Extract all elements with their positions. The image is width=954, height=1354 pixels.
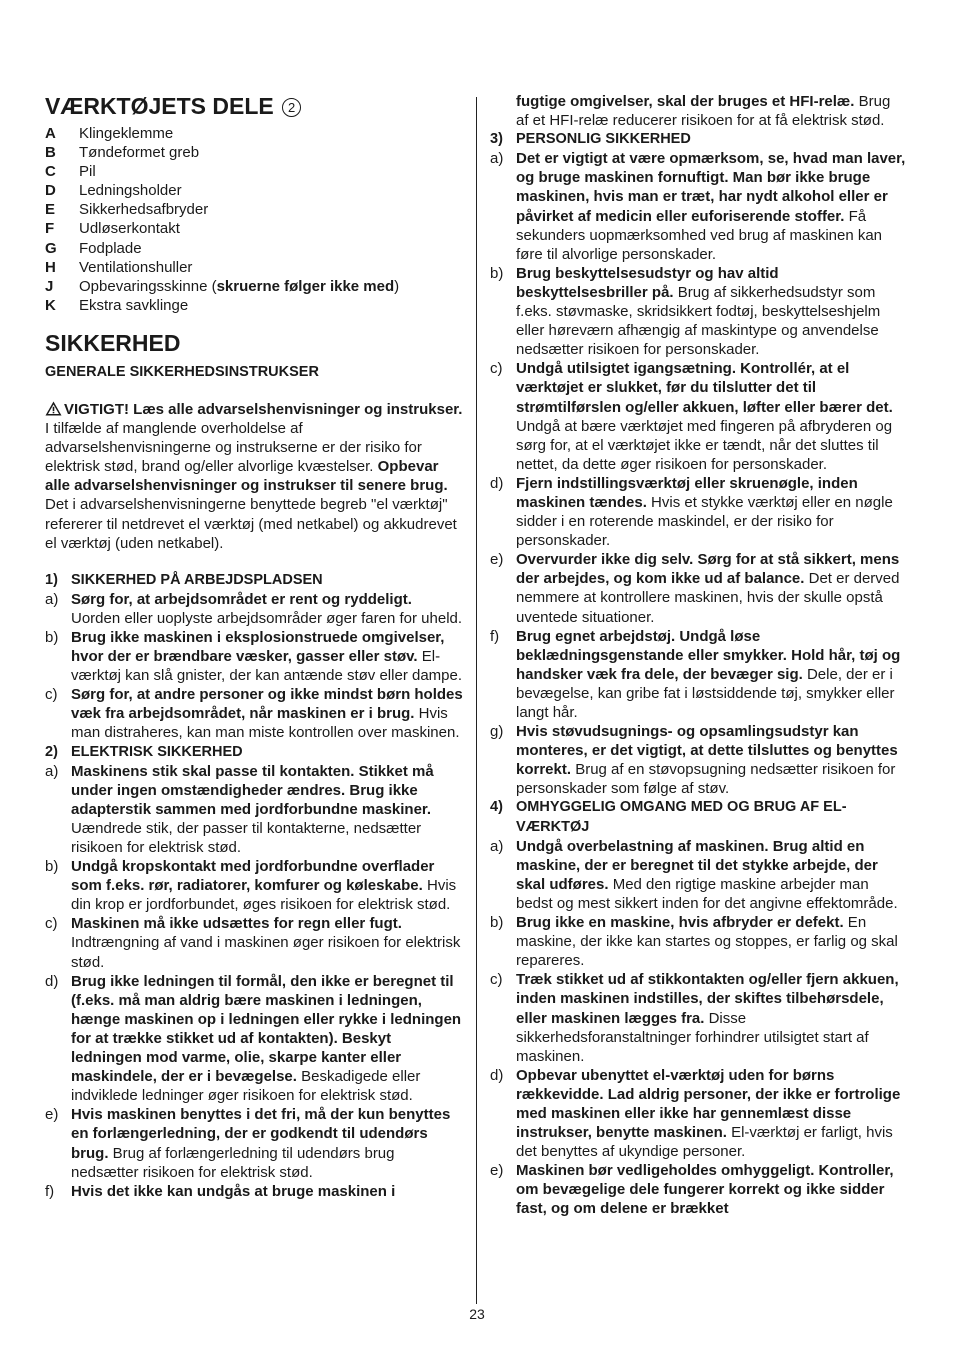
section-title: PERSONLIG SIKKERHED — [516, 131, 691, 148]
item-text — [516, 149, 906, 264]
item-normal: El-værktøj kan slå gnister, der kan antænde støv eller dampe. — [71, 648, 463, 685]
item-letter: d) — [490, 1066, 504, 1084]
item-normal: En maskine, der ikke kan startes og stoppes, er farlig og skal repareres. — [516, 914, 898, 970]
continued-bold: fugtige omgivelser, skal der bruges et HFI-relæ. — [516, 93, 855, 110]
part-key: E — [45, 201, 56, 219]
item-normal: Hvis din krop er jordforbundet, øges risikoen for elektrisk stød. — [71, 877, 457, 914]
item-text — [516, 722, 906, 798]
item-normal: Få sekunders uopmærksomhed ved brug af maskinen kan føre til alvorlige personskader. — [516, 207, 883, 263]
item-bold: Maskinen bør vedligeholdes omhyggeligt. Kontroller, om bevægelige dele fungerer korrekt og ikke sidder fast, og om delene er brækket — [516, 1162, 894, 1218]
safety-subheading: GENERALE SIKKERHEDSINSTRUKSER — [45, 363, 319, 380]
item-text — [516, 837, 906, 913]
item-letter: b) — [45, 858, 59, 876]
item-bold: Sørg for, at andre personer og ikke mindst børn holdes væk fra arbejdsområdet, når maskinen er i brug. — [71, 686, 463, 723]
part-label — [79, 296, 188, 315]
item-text — [71, 685, 465, 742]
item-text — [71, 857, 465, 914]
item-letter: c) — [45, 686, 58, 704]
item-normal: Undgå at bære værktøjet med fingeren på afbryderen og sørg for, at el værktøjet ikke er tændt, når det sluttes til nettet, da dette øger risikoen for personskader. — [516, 417, 893, 473]
part-item — [45, 143, 465, 162]
item-text — [71, 762, 465, 857]
list-item — [490, 550, 906, 626]
part-label — [79, 277, 399, 296]
item-bold: Maskinens stik skal passe til kontakten. Stikket må under ingen omstændigheder ændres. Brug ikke adapterstik sammen med jordforbundne maskiner. — [71, 762, 434, 818]
warning-triangle-icon — [45, 401, 62, 416]
section-title: ELEKTRISK SIKKERHED — [71, 743, 243, 760]
item-text — [516, 1161, 906, 1218]
list-item — [490, 359, 906, 474]
item-letter: e) — [490, 1162, 504, 1180]
item-bold: Træk stikket ud af stikkontakten og/eller fjern akkuen, inden maskinen indstilles, der skiftes tilbehørsdele, eller maskinen lægges fra. — [516, 971, 899, 1027]
column-divider — [476, 97, 477, 1304]
section-title: SIKKERHED PÅ ARBEJDSPLADSEN — [71, 571, 323, 588]
item-normal: Brug af en støvopsugning nedsætter risikoen for personskader som følge af støv. — [516, 761, 896, 798]
part-label-text: Klingeklemme — [79, 125, 174, 142]
part-label-text: Opbevaringsskinne ( — [79, 277, 217, 295]
item-text — [516, 474, 906, 550]
item-bold: Undgå overbelastning af maskinen. Brug altid en maskine, der er beregnet til det stykke arbejde, der skal udføres. — [516, 837, 878, 893]
part-label — [79, 200, 208, 219]
item-letter: b) — [45, 628, 59, 646]
figure-ref-badge: 2 — [282, 98, 301, 117]
item-letter: e) — [45, 1106, 59, 1124]
item-bold: Brug egnet arbejdstøj. Undgå løse beklædningsgenstande eller smykker. Hold hår, tøj og handsker væk fra dele, der bevæger sig. — [516, 627, 901, 683]
section-title: OMHYGGELIG OMGANG MED OG BRUG AF EL-VÆRKTØJ — [516, 799, 847, 835]
part-label-text: Udløserkontakt — [79, 220, 180, 238]
part-label-text: Ventilationshuller — [79, 258, 193, 276]
part-key: A — [45, 125, 56, 142]
section-heading — [45, 571, 465, 590]
item-letter: b) — [490, 264, 504, 282]
item-letter: f) — [490, 627, 500, 645]
page-number: 23 — [469, 1306, 485, 1322]
item-bold: Maskinen må ikke udsættes for regn eller fugt. — [71, 915, 402, 933]
item-letter: f) — [45, 1182, 55, 1200]
list-item — [45, 762, 465, 857]
warning-bold-1: VIGTIGT! Læs alle advarselshenvisninger og instrukser. — [64, 400, 463, 418]
item-text — [71, 914, 465, 971]
part-label-text: Fodplade — [79, 239, 142, 257]
section-number: 1) — [45, 571, 58, 588]
list-item — [45, 1182, 465, 1201]
item-normal: Disse sikkerhedsforanstaltninger forhindrer utilsigtet start af maskinen. — [516, 1009, 869, 1065]
item-bold: Opbevar ubenyttet el-værktøj uden for børns rækkevidde. Lad aldrig personer, der ikke er fortrolige med maskinen eller ikke har gennemlæst disse instrukser, benytte maskinen. — [516, 1066, 901, 1142]
part-label-text: Ekstra savklinge — [79, 296, 189, 314]
part-item — [45, 258, 465, 277]
item-bold: Sørg for, at arbejdsområdet er rent og ryddeligt. — [71, 590, 412, 608]
left-safety-sections — [45, 571, 465, 1201]
item-normal: Indtrængning af vand i maskinen øger risikoen for elektrisk stød. — [71, 934, 461, 971]
section-heading — [490, 130, 906, 149]
item-letter: c) — [45, 915, 58, 933]
item-bold: Hvis det ikke kan undgås at bruge maskinen i — [71, 1182, 396, 1200]
part-label-tail: ) — [394, 277, 400, 295]
section-number: 3) — [490, 131, 503, 148]
part-label-text: Sikkerhedsafbryder — [79, 201, 209, 219]
item-bold: Fjern indstillingsværktøj eller skruenøgle, inden maskinen tændes. — [516, 474, 858, 511]
part-item — [45, 124, 465, 143]
item-letter: a) — [45, 762, 59, 780]
item-normal: Beskadigede eller indviklede ledninger øger risikoen for elektrisk stød. — [71, 1068, 421, 1105]
item-letter: c) — [490, 360, 503, 378]
part-item — [45, 219, 465, 238]
item-text — [516, 550, 906, 626]
item-text — [516, 913, 906, 970]
item-bold: Brug ikke ledningen til formål, den ikke er beregnet til (f.eks. må man aldrig bære maskinen i ledningen, hænge maskinen op i ledningen eller rykke i ledningen for at trække stikket ud af kontakten). Beskyt ledningen mod varme, olie, skarpe kanter eller maskindele, der er i bevægelse. — [71, 972, 462, 1086]
item-bold: Brug ikke en maskine, hvis afbryder er defekt. — [516, 914, 844, 932]
item-text — [516, 1066, 906, 1161]
item-normal: Det er derved nemmere at kontrollere maskinen, hvis der skulle opstå uventede situationer. — [516, 570, 900, 626]
parts-heading — [45, 92, 465, 120]
item-normal: Hvis man distraheres, kan man miste kontrollen over maskinen. — [71, 705, 460, 742]
item-letter: d) — [490, 474, 504, 492]
item-normal: Brug af sikkerhedsudstyr som f.eks. støvmaske, skridsikkert fodtøj, beskyttelseshjelm eller høreværn afhængig af maskintype og anvendelse nedsætter risikoen for personskader. — [516, 283, 881, 359]
item-bold: Undgå kropskontakt med jordforbundne overflader som f.eks. rør, radiatorer, komfurer og køleskabe. — [71, 858, 435, 895]
list-item — [45, 590, 465, 628]
item-letter: a) — [45, 590, 59, 608]
item-text — [71, 1105, 465, 1181]
continued-item — [490, 92, 906, 130]
part-key: F — [45, 220, 55, 238]
part-label-text: Pil — [79, 163, 96, 181]
item-normal: Med den rigtige maskine arbejder man bedst og mest sikkert inden for det angivne effektområde. — [516, 875, 898, 912]
item-bold: Brug beskyttelsesudstyr og hav altid beskyttelsesbriller på. — [516, 264, 779, 301]
list-item — [490, 970, 906, 1065]
item-normal: Brug af forlængerledning til udendørs brug nedsætter risikoen for elektrisk stød. — [71, 1144, 395, 1181]
item-normal: El-værktøj er farligt, hvis det benyttes af ukyndige personer. — [516, 1124, 893, 1161]
list-item — [45, 914, 465, 971]
warning-text-1: I tilfælde af manglende overholdelse af advarselshenvisningerne og instrukserne er der risiko for elektrisk stød, brand og/eller alvorlige kvæstelser. — [45, 420, 422, 476]
part-item — [45, 200, 465, 219]
part-item — [45, 277, 465, 296]
list-item — [490, 474, 906, 550]
parts-heading-text: VÆRKTØJETS DELE — [45, 93, 274, 119]
item-text — [516, 359, 906, 474]
warning-text-2: Det i advarselshenvisningerne benyttede begreb "el værktøj" refererer til netdrevet el værktøj (med netkabel) og akkudrevet el værktøj (uden netkabel). — [45, 496, 457, 552]
item-text — [71, 590, 465, 628]
continued-text: Brug af et HFI-relæ reducerer risikoen for at få elektrisk stød. — [516, 93, 891, 130]
part-label — [79, 162, 96, 181]
item-bold: Hvis støvudsugnings- og opsamlingsudstyr kan monteres, er det vigtigt, at dette tilsluttes og benyttes korrekt. — [516, 723, 898, 779]
part-key: B — [45, 144, 56, 162]
item-normal: Uændrede stik, der passer til kontakterne, nedsætter risikoen for elektrisk stød. — [71, 819, 422, 856]
list-item — [490, 837, 906, 913]
list-item — [45, 972, 465, 1106]
part-label — [79, 258, 192, 277]
list-item — [490, 722, 906, 798]
part-label-bold: skruerne følger ikke med — [216, 277, 395, 295]
part-key: H — [45, 258, 56, 276]
item-bold: Overvurder ikke dig selv. Sørg for at stå sikkert, mens der arbejdes, og kom ikke ud af balance. — [516, 551, 900, 588]
part-label — [79, 181, 182, 200]
list-item — [45, 628, 465, 685]
item-bold: Undgå utilsigtet igangsætning. Kontrollér, at el værktøjet er slukket, før du tilslutter det til strømtilførslen og/eller akkuen, løfter eller bærer det. — [516, 360, 893, 416]
list-item — [490, 1161, 906, 1218]
item-letter: a) — [490, 150, 504, 168]
part-key: C — [45, 163, 56, 181]
item-normal: Uorden eller uoplyste arbejdsområder øger faren for uheld. — [71, 609, 463, 627]
part-label — [79, 219, 180, 238]
section-heading — [45, 743, 465, 762]
part-label — [79, 239, 142, 258]
item-letter: a) — [490, 837, 504, 855]
list-item — [490, 149, 906, 264]
section-number: 4) — [490, 799, 503, 816]
part-item — [45, 239, 465, 258]
item-letter: b) — [490, 914, 504, 932]
part-label — [79, 143, 199, 162]
part-label-text: Tøndeformet greb — [79, 144, 200, 162]
list-item — [45, 857, 465, 914]
list-item — [490, 1066, 906, 1161]
safety-heading: SIKKERHED — [45, 329, 181, 356]
list-item — [490, 264, 906, 359]
list-item — [490, 627, 906, 722]
part-item — [45, 181, 465, 200]
part-key: J — [45, 277, 54, 295]
item-normal: Dele, der er i bevægelse, kan gribe fat i løstsiddende tøj, smykker eller langt hår. — [516, 665, 895, 721]
warning-paragraph — [45, 400, 465, 553]
item-text — [516, 627, 906, 722]
part-key: D — [45, 182, 56, 200]
item-text — [71, 1182, 465, 1201]
item-letter: e) — [490, 551, 504, 569]
section-heading — [490, 798, 906, 836]
parts-list — [45, 124, 465, 315]
part-label-text: Ledningsholder — [79, 182, 182, 200]
part-item — [45, 162, 465, 181]
item-letter: c) — [490, 971, 503, 989]
part-label — [79, 124, 173, 143]
item-letter: d) — [45, 972, 59, 990]
item-text — [516, 264, 906, 359]
part-key: G — [45, 239, 57, 257]
item-bold: Brug ikke maskinen i eksplosionstruede omgivelser, hvor der er brændbare væsker, gasser eller støv. — [71, 628, 445, 666]
item-letter: g) — [490, 723, 504, 741]
item-bold: Hvis maskinen benyttes i det fri, må der kun benyttes en forlængerledning, der er godkendt til udendørs brug. — [71, 1106, 451, 1162]
left-column — [45, 92, 465, 1201]
item-text — [71, 972, 465, 1106]
item-text — [516, 970, 906, 1065]
warning-bold-2: Opbevar alle advarselshenvisninger og instrukser til senere brug. — [45, 458, 448, 495]
section-number: 2) — [45, 743, 58, 760]
right-safety-sections — [490, 130, 906, 1218]
right-column — [490, 92, 906, 1219]
part-item — [45, 296, 465, 315]
part-key: K — [45, 296, 56, 314]
item-normal: Hvis et stykke værktøj eller en nøgle sidder i en roterende maskindel, er der risiko for personskader. — [516, 493, 893, 550]
item-text — [71, 628, 465, 685]
list-item — [45, 685, 465, 742]
list-item — [490, 913, 906, 970]
list-item — [45, 1105, 465, 1181]
item-bold: Det er vigtigt at være opmærksom, se, hvad man laver, og bruge maskinen fornuftigt. Man bør ikke bruge maskinen, hvis man er træt, har nydt alkohol eller er påvirket af medicin eller euforiserende stoffer. — [516, 150, 906, 225]
